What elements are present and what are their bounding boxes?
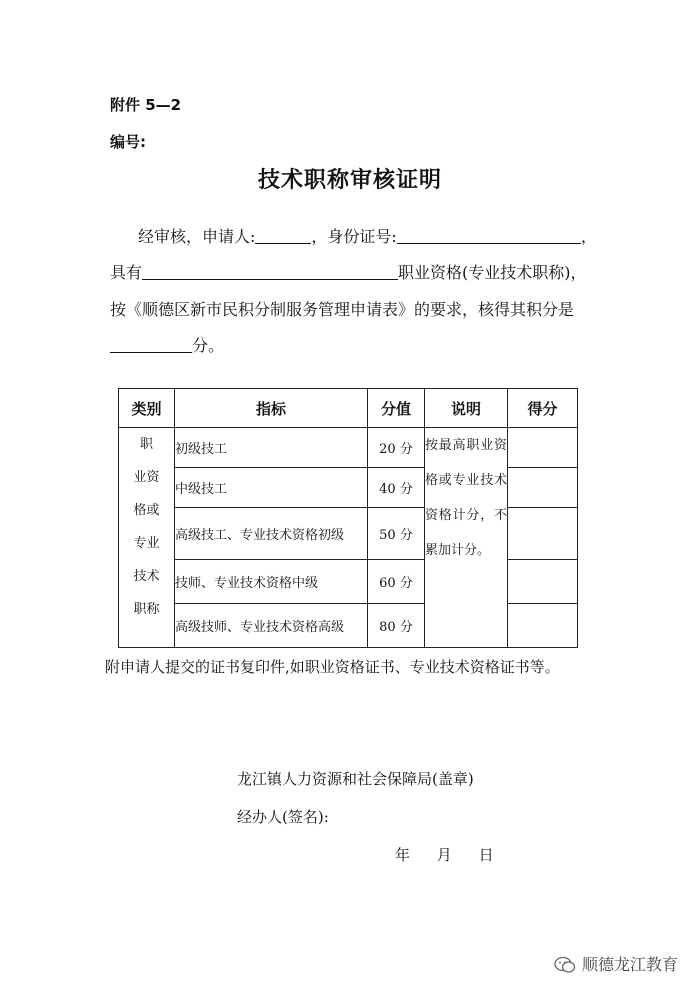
earned-score-cell — [508, 468, 578, 508]
table-header-row — [119, 389, 578, 428]
indicator-cell: 中级技工 — [175, 468, 368, 508]
day-label: 日 — [478, 846, 494, 864]
id-number-blank — [397, 227, 581, 244]
id-label: ，身份证号: — [311, 227, 397, 246]
score-table — [118, 388, 578, 648]
header-score-value: 分值 — [368, 389, 425, 428]
header-earned-score: 得分 — [508, 389, 578, 428]
handler-signature-label: 经办人(签名): — [237, 808, 329, 826]
serial-number-label: 编号: — [110, 133, 146, 151]
applicant-name-blank — [255, 227, 311, 244]
earned-score-cell — [508, 604, 578, 648]
issuing-bureau: 龙江镇人力资源和社会保障局(盖章) — [237, 770, 474, 788]
points-unit: 分。 — [192, 336, 225, 355]
score-value-cell: 50 分 — [368, 508, 425, 560]
score-value-cell: 60 分 — [368, 560, 425, 604]
table-row — [119, 428, 578, 468]
have-text: 具有 — [110, 263, 143, 282]
table-row — [119, 560, 578, 604]
indicator-cell: 高级技师、专业技术资格高级 — [175, 604, 368, 648]
year-label: 年 — [395, 846, 411, 864]
indicator-cell: 初级技工 — [175, 428, 368, 468]
header-description: 说明 — [425, 389, 508, 428]
category-text: 职 业资 格或 专业 技术 职称 — [133, 437, 173, 617]
indicator-cell: 技师、专业技术资格中级 — [175, 560, 368, 604]
table-row — [119, 604, 578, 648]
attachment-note: 附申请人提交的证书复印件,如职业资格证书、专业技术资格证书等。 — [105, 658, 560, 676]
qualification-text: 职业资格(专业技术职称)， — [398, 263, 587, 282]
comma: ， — [580, 227, 597, 246]
qualification-line — [110, 260, 587, 283]
month-label: 月 — [436, 846, 452, 864]
wechat-icon — [554, 956, 576, 974]
score-value-cell: 40 分 — [368, 468, 425, 508]
table-row — [119, 468, 578, 508]
description-cell — [425, 428, 508, 648]
score-value-cell: 20 分 — [368, 428, 425, 468]
review-text: 经审核，申请人: — [138, 227, 256, 246]
table-row — [119, 508, 578, 560]
earned-score-cell — [508, 508, 578, 560]
points-blank — [110, 336, 192, 353]
earned-score-cell — [508, 428, 578, 468]
earned-score-cell — [508, 560, 578, 604]
qualification-blank — [142, 263, 398, 280]
date-line — [395, 844, 494, 865]
points-line — [110, 333, 224, 356]
category-cell — [119, 428, 175, 648]
requirement-line: 按《顺德区新市民积分制服务管理申请表》的要求，核得其积分是 — [110, 300, 575, 319]
attachment-label: 附件 5—2 — [110, 96, 182, 114]
watermark-text: 顺德龙江教育 — [581, 955, 678, 974]
header-indicator: 指标 — [175, 389, 368, 428]
watermark — [554, 952, 678, 975]
document-title: 技术职称审核证明 — [257, 168, 442, 193]
description-text: 按最高职业资格或专业技术资格计分，不累加计分。 — [425, 438, 507, 558]
indicator-cell: 高级技工、专业技术资格初级 — [175, 508, 368, 560]
header-category: 类别 — [119, 389, 175, 428]
applicant-line — [138, 224, 597, 247]
score-value-cell: 80 分 — [368, 604, 425, 648]
